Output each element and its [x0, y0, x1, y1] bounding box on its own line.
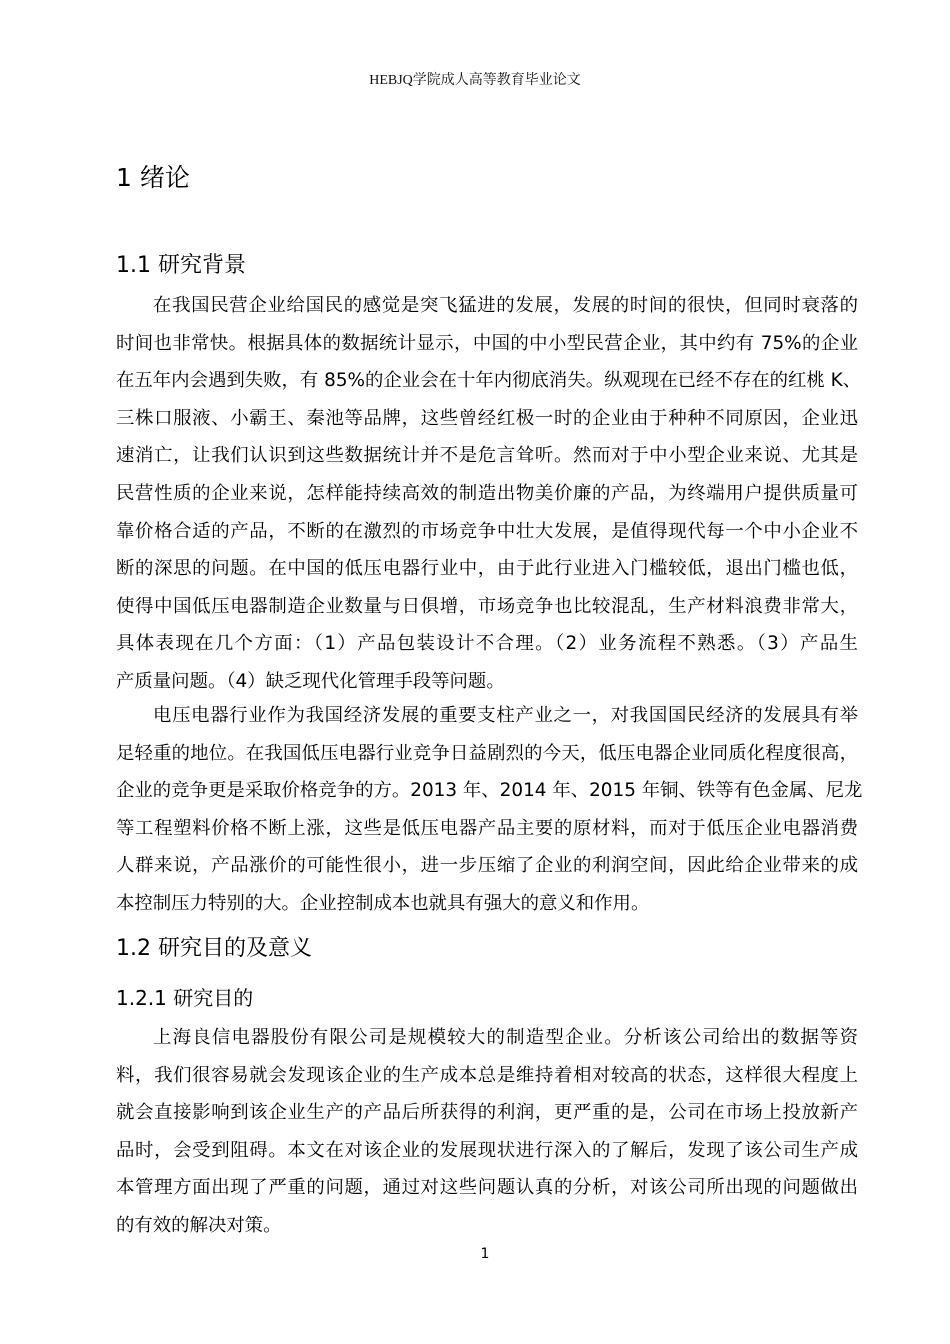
- text-line: 具体表现在几个方面：（1）产品包装设计不合理。（2）业务流程不熟悉。（3）产品生: [116, 633, 858, 655]
- text-line: 民营性质的企业来说，怎样能持续高效的制造出物美价廉的产品，为终端用户提供质量可: [116, 482, 858, 504]
- text-line: 速消亡，让我们认识到这些数据统计并不是危言耸听。然而对于中小型企业来说、尤其是: [116, 445, 858, 467]
- section-title-background: 1.1 研究背景: [116, 253, 246, 278]
- text-line: 上海良信电器股份有限公司是规模较大的制造型企业。分析该公司给出的数据等资: [153, 1027, 858, 1048]
- text-line: 产质量问题。（4）缺乏现代化管理手段等问题。: [116, 670, 505, 692]
- text-line: 靠价格合适的产品，不断的在激烈的市场竞争中壮大发展，是值得现代每一个中小企业不: [116, 520, 858, 542]
- section-title-purpose: 1.2 研究目的及意义: [116, 936, 312, 961]
- text-line: 时间也非常快。根据具体的数据统计显示，中国的中小型民营企业，其中约有 75%的企业: [116, 332, 858, 354]
- text-line: 的有效的解决对策。: [116, 1214, 282, 1236]
- paragraph-3: [116, 1019, 858, 1245]
- text-line: 电压电器行业作为我国经济发展的重要支柱产业之一，对我国国民经济的发展具有举: [153, 705, 858, 726]
- text-line: 料，我们很容易就会发现该企业的生产成本总是维持着相对较高的状态，这样很大程度上: [116, 1064, 858, 1086]
- text-line: 三株口服液、小霸王、秦池等品牌，这些曾经红极一时的企业由于种种不同原因，企业迅: [116, 407, 858, 429]
- chapter-title: 1 绪论: [116, 163, 190, 192]
- text-line: 本控制压力特别的大。企业控制成本也就具有强大的意义和作用。: [116, 892, 650, 914]
- text-line: 等工程塑料价格不断上涨，这些是低压电器产品主要的原材料，而对于低压企业电器消费: [116, 817, 858, 839]
- text-line: 本管理方面出现了严重的问题，通过对这些问题认真的分析，对该公司所出现的问题做出: [116, 1177, 858, 1199]
- text-line: 足轻重的地位。在我国低压电器行业竞争日益剧烈的今天，低压电器企业同质化程度很高，: [116, 742, 858, 764]
- text-line: 企业的竞争更是采取价格竞争的方。2013 年、2014 年、2015 年铜、铁等有色金属、尼龙: [116, 780, 863, 802]
- text-line: 使得中国低压电器制造企业数量与日俱增，市场竞争也比较混乱，生产材料浪费非常大，: [116, 595, 858, 617]
- text-line: 品时，会受到阻碍。本文在对该企业的发展现状进行深入的了解后，发现了该公司生产成: [116, 1139, 858, 1161]
- page-number: 1: [480, 1246, 490, 1262]
- text-line: 在五年内会遇到失败，有 85%的企业会在十年内彻底消失。纵观现在已经不存在的红桃 K、: [116, 370, 862, 392]
- text-line: 在我国民营企业给国民的感觉是突飞猛进的发展，发展的时间的很快，但同时衰落的: [153, 295, 858, 316]
- text-line: 就会直接影响到该企业生产的产品后所获得的利润，更严重的是，公司在市场上投放新产: [116, 1102, 858, 1124]
- text-line: 人群来说，产品涨价的可能性很小，进一步压缩了企业的利润空间，因此给企业带来的成: [116, 855, 858, 877]
- running-header: HEBJQ学院成人高等教育毕业论文: [369, 73, 581, 88]
- paragraph-1: [116, 287, 862, 701]
- text-line: 断的深思的问题。在中国的低压电器行业中，由于此行业进入门槛较低，退出门槛也低，: [116, 558, 858, 580]
- paragraph-2: [116, 697, 863, 923]
- subsection-title: 1.2.1 研究目的: [116, 986, 254, 1010]
